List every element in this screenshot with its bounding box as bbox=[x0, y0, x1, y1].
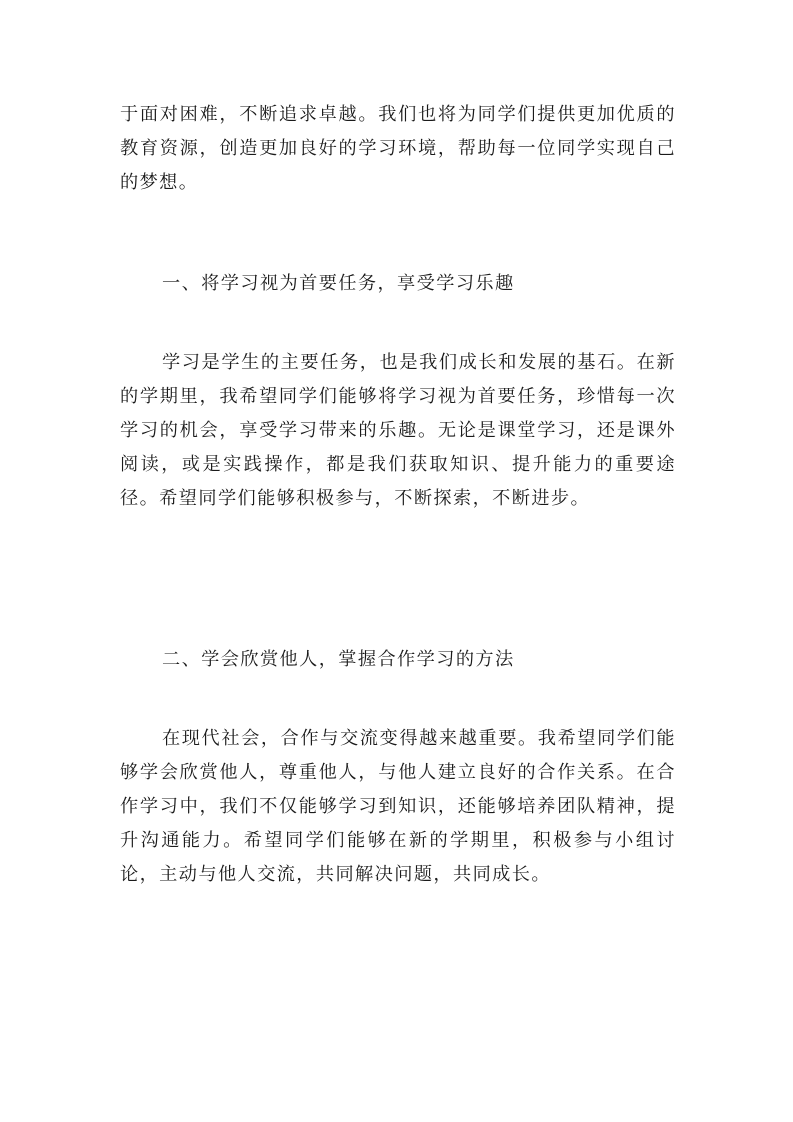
section-heading-2: 二、学会欣赏他人，掌握合作学习的方法 bbox=[162, 649, 515, 670]
section-body-2: 在现代社会，合作与交流变得越来越重要。我希望同学们能够学会欣赏他人，尊重他人，与他人建立良好的合作关系。在合作学习中，我们不仅能够学习到知识，还能够培养团队精神，提升沟通能力。希望同学们能够在新的学期里，积极参与小组讨论，主动与他人交流，共同解决问题，共同成长。 bbox=[120, 728, 676, 885]
paragraph-continued: 于面对困难，不断追求卓越。我们也将为同学们提供更加优质的教育资源，创造更加良好的学习环境，帮助每一位同学实现自己的梦想。 bbox=[120, 104, 676, 193]
section-body-1: 学习是学生的主要任务，也是我们成长和发展的基石。在新的学期里，我希望同学们能够将学习视为首要任务，珍惜每一次学习的机会，享受学习带来的乐趣。无论是课堂学习，还是课外阅读，或是实践操作，都是我们获取知识、提升能力的重要途径。希望同学们能够积极参与，不断探索，不断进步。 bbox=[120, 352, 676, 509]
section-heading-1: 一、将学习视为首要任务，享受学习乐趣 bbox=[162, 273, 515, 294]
